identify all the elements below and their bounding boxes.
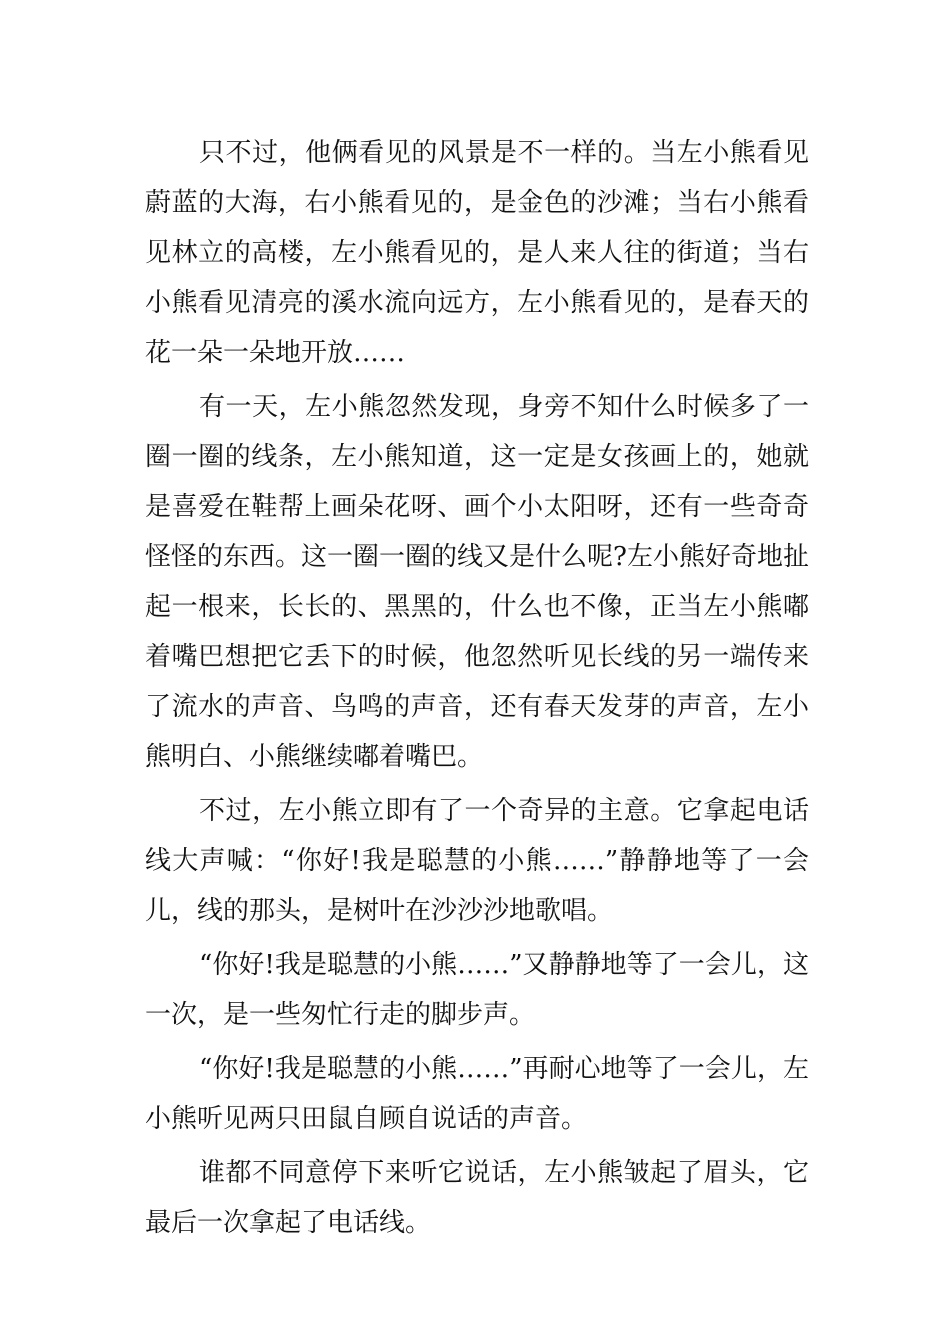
paragraph-1: 只不过，他俩看见的风景是不一样的。当左小熊看见蔚蓝的大海，右小熊看见的，是金色的沙滩；当右小熊看见林立的高楼，左小熊看见的，是人来人往的街道；当右小熊看见清亮的溪水流向远方，左小熊看见的，是春天的花一朵一朵地开放…… bbox=[145, 138, 809, 368]
paragraph-2: 有一天，左小熊忽然发现，身旁不知什么时候多了一圈一圈的线条，左小熊知道，这一定是女孩画上的，她就是喜爱在鞋帮上画朵花呀、画个小太阳呀，还有一些奇奇怪怪的东西。这一圈一圈的线又是什么呢?左小熊好奇地扯起一根来，长长的、黑黑的，什么也不像，正当左小熊嘟着嘴巴想把它丢下的时候，他忽然听见长线的另一端传来了流水的声音、鸟鸣的声音，还有春天发芽的声音，左小熊明白、小熊继续嘟着嘴巴。 bbox=[145, 392, 809, 772]
paragraph-4: “你好!我是聪慧的小熊……”又静静地等了一会儿，这一次，是一些匆忙行走的脚步声。 bbox=[145, 950, 809, 1030]
body-text bbox=[145, 128, 809, 1252]
paragraph-6: 谁都不同意停下来听它说话，左小熊皱起了眉头，它最后一次拿起了电话线。 bbox=[145, 1158, 809, 1238]
paragraph-5: “你好!我是聪慧的小熊……”再耐心地等了一会儿，左小熊听见两只田鼠自顾自说话的声音。 bbox=[145, 1054, 809, 1134]
paragraph-3: 不过，左小熊立即有了一个奇异的主意。它拿起电话线大声喊：“你好!我是聪慧的小熊……”静静地等了一会儿，线的那头，是树叶在沙沙沙地歌唱。 bbox=[145, 796, 809, 926]
